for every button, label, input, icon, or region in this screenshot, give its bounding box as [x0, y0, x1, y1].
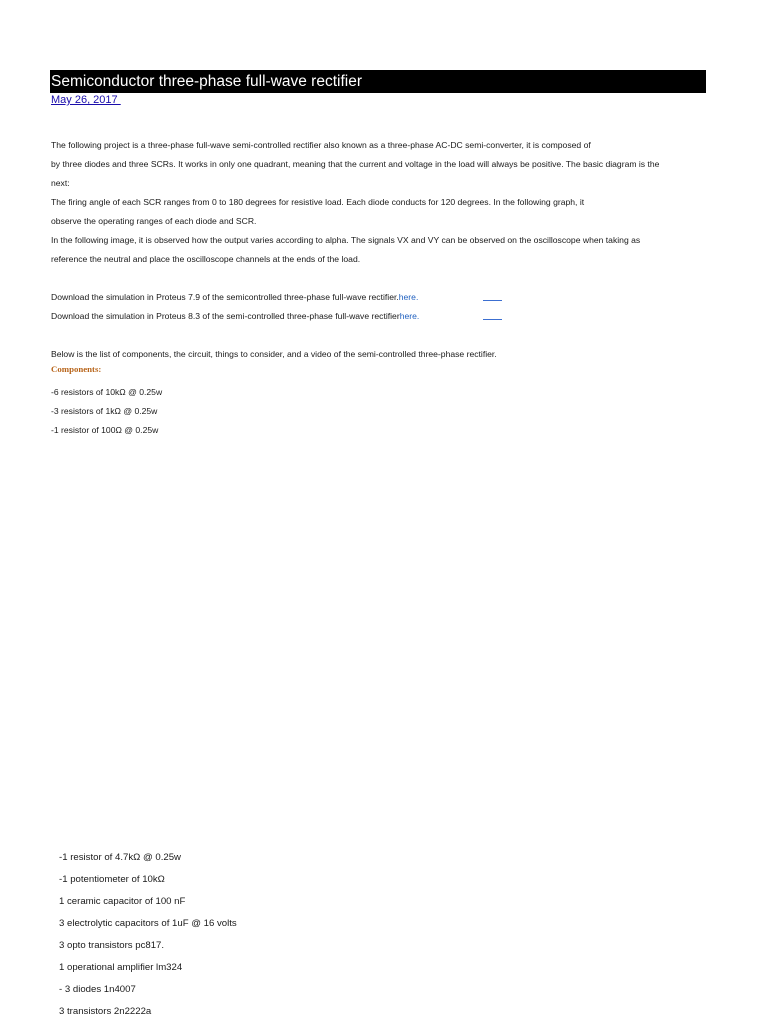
component-item: - 3 diodes 1n4007	[59, 984, 136, 995]
firing-line-2: observe the operating ranges of each diode and SCR.	[51, 216, 257, 226]
component-item: -6 resistors of 10kΩ @ 0.25w	[51, 387, 163, 397]
output-line-1: In the following image, it is observed how the output varies according to alpha. The signals VX and VY can be observed on the oscilloscope when taking as	[51, 235, 641, 245]
component-item: 3 transistors 2n2222a	[59, 1006, 152, 1017]
list-intro: Below is the list of components, the circuit, things to consider, and a video of the semi-controlled three-phase rectifier.	[51, 349, 497, 359]
component-item: 1 ceramic capacitor of 100 nF	[59, 896, 186, 907]
download-1-link[interactable]: here.	[398, 292, 419, 302]
component-item: -3 resistors of 1kΩ @ 0.25w	[51, 406, 158, 416]
download-line-1	[51, 288, 418, 307]
component-item: -1 resistor of 4.7kΩ @ 0.25w	[59, 852, 181, 863]
component-item: 1 operational amplifier lm324	[59, 962, 183, 973]
component-item: -1 potentiometer of 10kΩ	[59, 874, 165, 885]
empty-link-2[interactable]	[483, 319, 502, 320]
components-heading: Components:	[51, 364, 102, 374]
download-line-2	[51, 307, 419, 326]
firing-line-1: The firing angle of each SCR ranges from 0 to 180 degrees for resistive load. Each diode conducts for 120 degrees. In the following graph, it	[51, 197, 585, 207]
components-list-continued	[59, 847, 237, 1023]
download-2-link[interactable]: here.	[399, 311, 420, 321]
component-item: -1 resistor of 100Ω @ 0.25w	[51, 425, 159, 435]
component-item: 3 electrolytic capacitors of 1uF @ 16 volts	[59, 918, 237, 929]
intro-line-3: next:	[51, 178, 70, 188]
empty-link-1[interactable]	[483, 300, 502, 301]
component-item: 3 opto transistors pc817.	[59, 940, 165, 951]
page-title: Semiconductor three-phase full-wave rectifier	[50, 70, 706, 93]
intro-line-1: The following project is a three-phase full-wave semi-controlled rectifier also known as a three-phase AC-DC semi-converter, it is composed of	[51, 140, 591, 150]
output-line-2: reference the neutral and place the oscilloscope channels at the ends of the load.	[51, 254, 361, 264]
post-date-link[interactable]: May 26, 2017	[51, 94, 121, 106]
intro-line-2: by three diodes and three SCRs. It works in only one quadrant, meaning that the current and voltage in the load will always be positive. The basic diagram is the	[51, 159, 660, 169]
download-2-text: Download the simulation in Proteus 8.3 of the semi-controlled three-phase full-wave rectifier	[51, 311, 400, 321]
download-1-text: Download the simulation in Proteus 7.9 of the semicontrolled three-phase full-wave rectifier.	[51, 292, 399, 302]
